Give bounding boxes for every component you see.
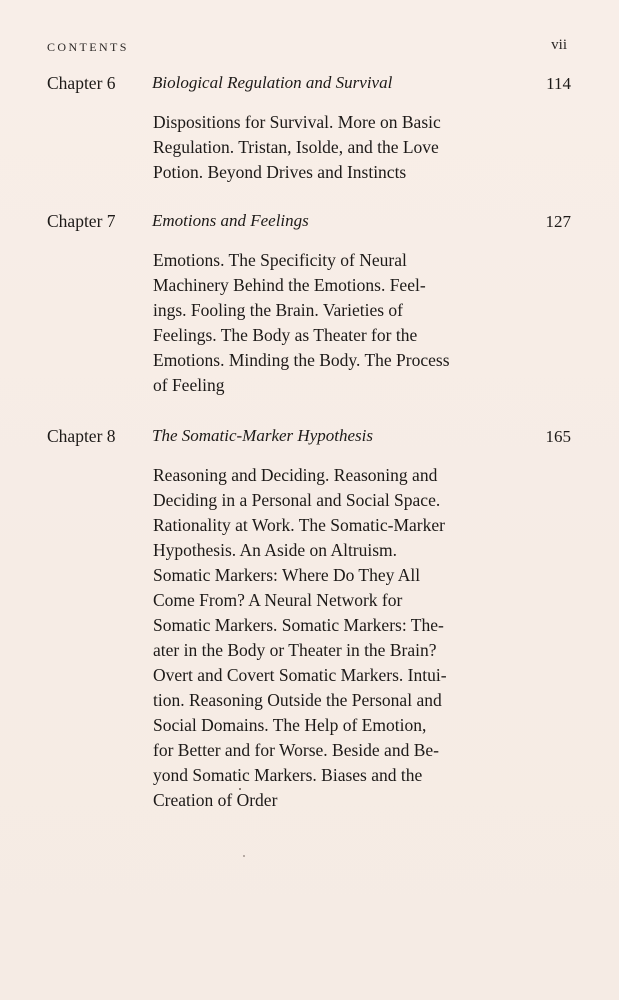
toc-entry-heading	[47, 211, 571, 237]
summary-line: Somatic Markers. Somatic Markers: The-	[153, 615, 444, 635]
toc-entry-chapter-6	[47, 73, 571, 182]
chapter-summary	[153, 110, 493, 185]
summary-line: yond Somatic Markers. Biases and the	[153, 765, 423, 785]
chapter-page-number: 165	[545, 427, 571, 446]
summary-line: Come From? A Neural Network for	[153, 590, 403, 610]
chapter-page-number: 127	[545, 212, 571, 231]
chapter-page-number: 114	[546, 74, 571, 93]
chapter-label: Chapter 6	[47, 73, 116, 93]
chapter-title: Emotions and Feelings	[152, 211, 309, 230]
summary-line: Potion. Beyond Drives and Instincts	[153, 162, 407, 182]
summary-line: Rationality at Work. The Somatic-Marker	[153, 515, 445, 535]
page-number: vii	[551, 37, 567, 53]
ink-speck	[243, 855, 245, 857]
toc-entry-chapter-8	[47, 426, 571, 810]
toc-entry-heading	[47, 426, 571, 452]
summary-line: for Better and for Worse. Beside and Be-	[153, 740, 439, 760]
summary-line: Reasoning and Deciding. Reasoning and	[153, 465, 438, 485]
chapter-label: Chapter 7	[47, 211, 116, 231]
summary-line: Emotions. The Specificity of Neural	[153, 250, 407, 270]
summary-line: Dispositions for Survival. More on Basic	[153, 112, 441, 132]
chapter-summary	[153, 463, 493, 813]
toc-entry-heading	[47, 73, 571, 99]
summary-line: Emotions. Minding the Body. The Process	[153, 350, 450, 370]
summary-line: ater in the Body or Theater in the Brain?	[153, 640, 437, 660]
summary-line: Overt and Covert Somatic Markers. Intui-	[153, 665, 447, 685]
summary-line: Deciding in a Personal and Social Space.	[153, 490, 441, 510]
summary-line: Creation of Order	[153, 790, 278, 810]
summary-line: of Feeling	[153, 375, 225, 395]
summary-line: ings. Fooling the Brain. Varieties of	[153, 300, 403, 320]
chapter-title: Biological Regulation and Survival	[152, 73, 393, 92]
chapter-summary	[153, 248, 493, 398]
summary-line: Regulation. Tristan, Isolde, and the Love	[153, 137, 439, 157]
summary-line: tion. Reasoning Outside the Personal and	[153, 690, 442, 710]
summary-line: Machinery Behind the Emotions. Feel-	[153, 275, 426, 295]
summary-line: Somatic Markers: Where Do They All	[153, 565, 421, 585]
summary-line: Social Domains. The Help of Emotion,	[153, 715, 427, 735]
summary-line: Feelings. The Body as Theater for the	[153, 325, 418, 345]
chapter-label: Chapter 8	[47, 426, 116, 446]
summary-line: Hypothesis. An Aside on Altruism.	[153, 540, 398, 560]
toc-entry-chapter-7	[47, 211, 571, 395]
ink-speck	[239, 788, 241, 790]
chapter-title: The Somatic-Marker Hypothesis	[152, 426, 373, 445]
running-head: CONTENTS	[47, 40, 129, 54]
